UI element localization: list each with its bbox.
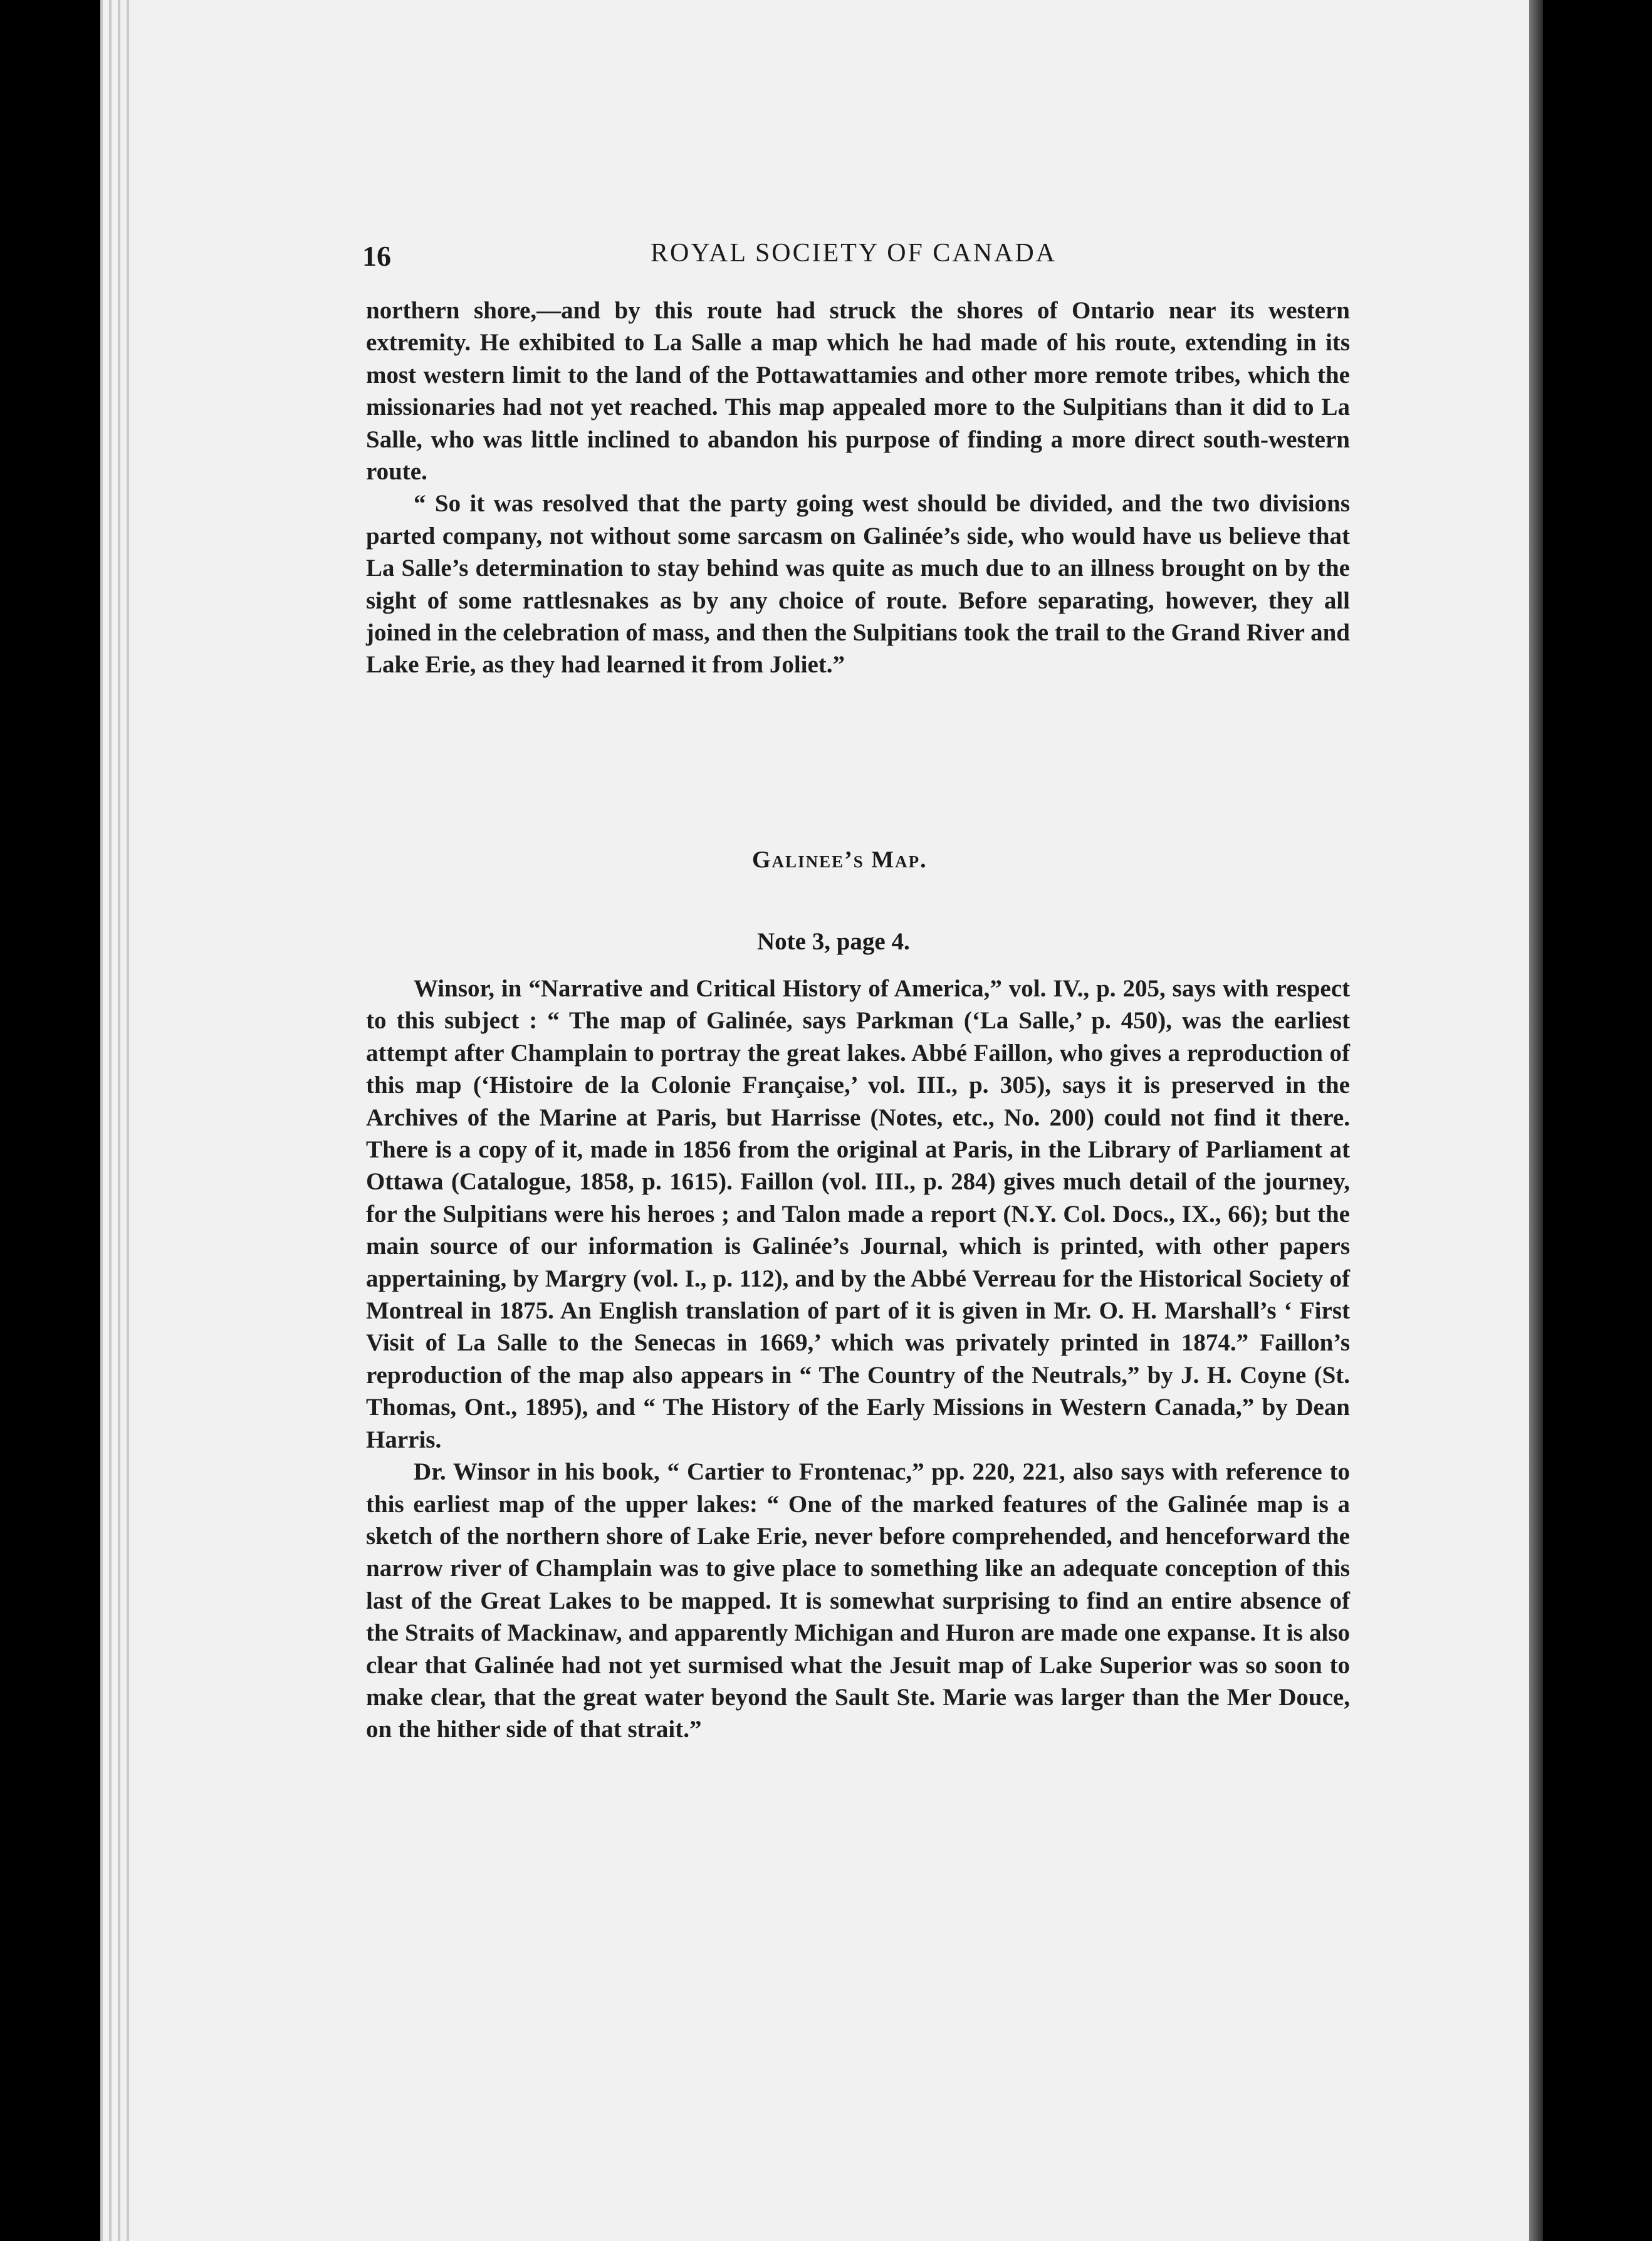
page-edge [109, 0, 112, 2241]
page-edge [118, 0, 120, 2241]
book-spine-edge [1529, 0, 1543, 2241]
page-edge [100, 0, 103, 2241]
paragraph: Dr. Winsor in his book, “ Cartier to Frontenac,” pp. 220, 221, also says with reference to this earliest map of the upper lakes: “ One of the marked features of the Galinée map is a sketch of the northern shore of Lake Erie, never before comprehended, and henceforward the narrow river of Champlain was to give place to something like an adequate conception of this last of the Great Lakes to be mapped. It is somewhat surprising to find an entire absence of the Straits of Mackinaw, and apparently Michigan and Huron are made one expanse. It is also clear that Galinée had not yet surmised what the Jesuit map of Lake Superior was so soon to make clear, that the great water beyond the Sault Ste. Marie was larger than the Mer Douce, on the hither side of that strait.” [366, 1458, 1350, 1743]
page-header [362, 232, 1347, 282]
section-heading: Galinee’s Map. [752, 847, 928, 873]
section-note: Note 3, page 4. [757, 928, 910, 955]
running-title: ROYAL SOCIETY OF CANADA [651, 239, 1057, 268]
paragraph: northern shore,—and by this route had struck the shores of Ontario near its western extremity. He exhibited to La Salle a map which he had made of his route, extending in its most western limit to the land of the Pottawattamies and other more remote tribes, which the missionaries had not yet reached. This map appealed more to the Sulpitians than it did to La Salle, who was little inclined to abandon his purpose of finding a more direct south-western route. [366, 297, 1350, 486]
paragraph: Winsor, in “Narrative and Critical History of America,” vol. IV., p. 205, says with respect to this subject : “ The map of Galinée, says Parkman (‘La Salle,’ p. 450), was the earliest attempt after Champlain to portray the great lakes. Abbé Faillon, who gives a reproduction of this map (‘Histoire de la Colonie Française,’ vol. III., p. 305), says it is preserved in the Archives of the Marine at Paris, but Harrisse (Notes, etc., No. 200) could not find it there. There is a copy of it, made in 1856 from the original at Paris, in the Library of Parliament at Ottawa (Catalogue, 1858, p. 1615). Faillon (vol. III., p. 284) gives much detail of the journey, for the Sulpitians were his heroes ; and Talon made a report (N.Y. Col. Docs., IX., 66); but the main source of our information is Galinée’s Journal, which is printed, with other papers appertaining, by Margry (vol. I., p. 112), and by the Abbé Verreau for the Historical Society of Montreal in 1875. An English translation of part of it is given in Mr. O. H. Marshall’s ‘ First Visit of La Salle to the Senecas in 1669,’ which was privately printed in 1874.” Faillon’s reproduction of the map also appears in “ The Country of the Neutrals,” by J. H. Coyne (St. Thomas, Ont., 1895), and “ The History of the Early Missions in Western Canada,” by Dean Harris. [366, 975, 1350, 1453]
paragraph: “ So it was resolved that the party going west should be divided, and the two divisions parted company, not without some sarcasm on Galinée’s side, who would have us believe that La Salle’s determination to stay behind was quite as much due to an illness brought on by the sight of some rattlesnakes as by any choice of route. Before separating, however, they all joined in the celebration of mass, and then the Sulpitians took the trail to the Grand River and Lake Erie, as they had learned it from Joliet.” [366, 490, 1350, 679]
page-number: 16 [362, 240, 391, 272]
text-block-top [366, 295, 1350, 681]
page-edge [127, 0, 129, 2241]
text-block-bottom [366, 973, 1350, 1746]
